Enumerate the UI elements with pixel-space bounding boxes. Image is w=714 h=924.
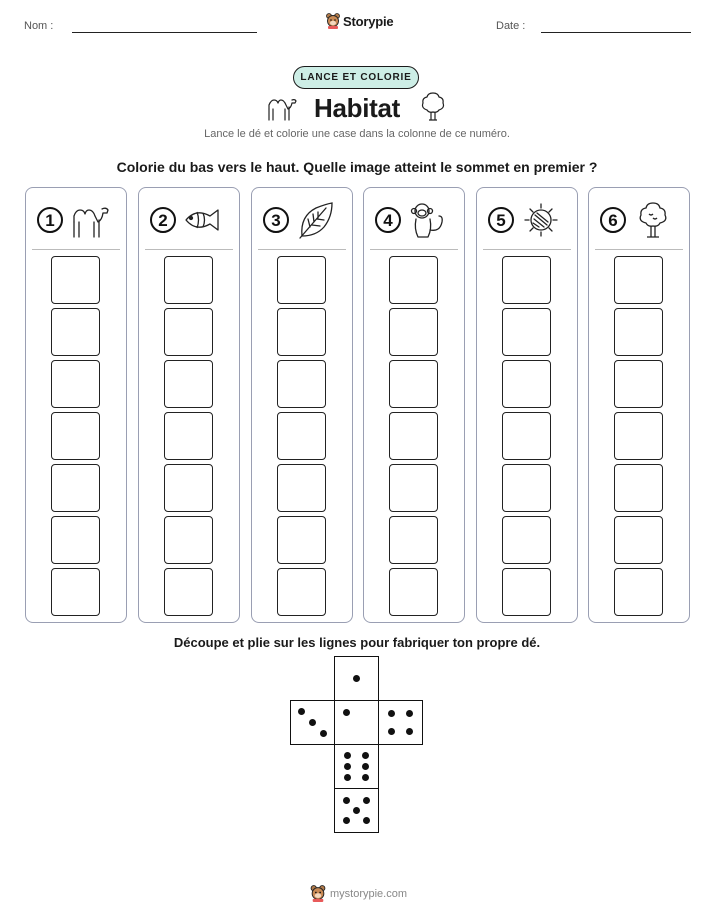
color-cell[interactable] [277,516,326,564]
activity-tag: LANCE ET COLORIE [293,66,419,89]
monkey-icon [408,200,450,240]
color-cell[interactable] [51,568,100,616]
color-cell[interactable] [277,360,326,408]
dice-pip [388,728,395,735]
color-cell[interactable] [502,360,551,408]
column-1 [25,187,127,623]
dice-pip [320,730,327,737]
dice-pip [362,763,369,770]
color-cell[interactable] [164,516,213,564]
dice-face-4 [378,700,423,745]
color-cell[interactable] [502,568,551,616]
color-cell[interactable] [614,308,663,356]
column-number: 2 [150,207,176,233]
camel-icon [70,200,112,240]
dice-face-5 [334,788,379,833]
brand-name: Storypie [343,13,394,29]
dice-pip [363,817,370,824]
dice-face-6 [334,744,379,789]
color-cell[interactable] [51,516,100,564]
column-4 [363,187,465,623]
color-cell[interactable] [389,516,438,564]
column-divider [595,249,683,250]
column-number: 3 [263,207,289,233]
dice-face-3 [290,700,335,745]
color-cell[interactable] [51,360,100,408]
column-6 [588,187,690,623]
color-cell[interactable] [51,256,100,304]
color-cell[interactable] [502,464,551,512]
bear-logo-icon [310,885,326,902]
column-3 [251,187,353,623]
dice-pip [363,797,370,804]
color-cell[interactable] [277,308,326,356]
date-line [541,32,691,33]
column-divider [32,249,120,250]
column-2 [138,187,240,623]
column-number: 5 [488,207,514,233]
color-cell[interactable] [164,464,213,512]
color-cell[interactable] [389,412,438,460]
color-cell[interactable] [502,412,551,460]
color-cell[interactable] [277,464,326,512]
instruction: Colorie du bas vers le haut. Quelle image atteint le sommet en premier ? [116,159,598,175]
dice-pip [298,708,305,715]
fish-icon [183,200,225,240]
color-cell[interactable] [164,568,213,616]
color-cell[interactable] [389,464,438,512]
page-title: Habitat [313,93,401,123]
brand-logo [326,13,393,29]
color-cell[interactable] [614,412,663,460]
dice-face-1 [334,700,379,745]
leaf-icon [296,200,338,240]
color-cell[interactable] [614,360,663,408]
column-number: 1 [37,207,63,233]
dice-pip [343,709,350,716]
column-divider [370,249,458,250]
color-cell[interactable] [614,516,663,564]
column-number: 4 [375,207,401,233]
color-cell[interactable] [164,256,213,304]
color-cell[interactable] [164,308,213,356]
color-cell[interactable] [51,464,100,512]
dice-pip [309,719,316,726]
color-cell[interactable] [277,568,326,616]
tree-icon [418,90,448,122]
date-label: Date : [496,20,526,32]
color-cell[interactable] [502,516,551,564]
dice-pip [406,710,413,717]
color-cell[interactable] [614,256,663,304]
color-cell[interactable] [614,568,663,616]
color-cell[interactable] [164,360,213,408]
column-divider [483,249,571,250]
color-cell[interactable] [277,256,326,304]
dice-pip [353,807,360,814]
column-divider [258,249,346,250]
sun-icon [521,200,563,240]
dice-pip [362,752,369,759]
bear-logo-icon [326,13,340,29]
dice-pip [406,728,413,735]
color-cell[interactable] [389,360,438,408]
footer-url[interactable]: mystorypie.com [330,887,408,900]
tree-icon [633,200,675,240]
color-cell[interactable] [389,256,438,304]
color-cell[interactable] [389,308,438,356]
color-cell[interactable] [389,568,438,616]
dice-pip [343,817,350,824]
color-cell[interactable] [277,412,326,460]
subtitle: Lance le dé et colorie une case dans la colonne de ce numéro. [204,128,510,140]
color-cell[interactable] [51,412,100,460]
dice-pip [344,752,351,759]
dice-pip [343,797,350,804]
name-line [72,32,257,33]
color-cell[interactable] [164,412,213,460]
dice-pip [344,774,351,781]
footer [310,885,407,902]
dice-pip [353,675,360,682]
dice-pip [362,774,369,781]
column-divider [145,249,233,250]
color-cell[interactable] [502,308,551,356]
dice-pip [344,763,351,770]
name-label: Nom : [24,20,54,32]
column-number: 6 [600,207,626,233]
color-cell[interactable] [614,464,663,512]
dice-pip [388,710,395,717]
color-cell[interactable] [502,256,551,304]
color-cell[interactable] [51,308,100,356]
dice-face-1 [334,656,379,701]
column-5 [476,187,578,623]
dice-instruction: Découpe et plie sur les lignes pour fabriquer ton propre dé. [173,635,541,650]
